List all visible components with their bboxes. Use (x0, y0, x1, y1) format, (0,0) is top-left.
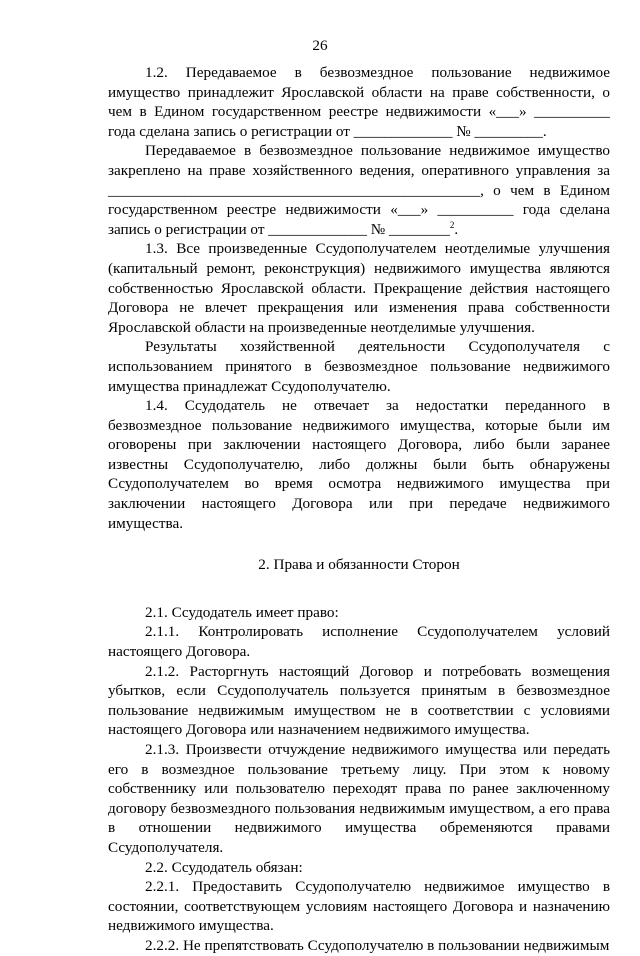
document-body (108, 63, 610, 956)
paragraph-2-2-1: 2.2.1. Предоставить Ссудополучателю недвижимое имущество в состоянии, соответствующем условиям настоящего Договора и назначению недвижимого имущества. (108, 878, 610, 935)
paragraph-2-1-1: 2.1.1. Контролировать исполнение Ссудополучателем условий настоящего Договора. (108, 623, 610, 661)
paragraph-2-1-3: 2.1.3. Произвести отчуждение недвижимого имущества или передать его в возмездное пользование третьему лицу. При этом к новому собственнику или пользователю переходят права по ранее заключенному договору безвозмездного пользования недвижимым имуществом, а его права в отношении недвижимого имущества обременяются правами Ссудополучателя. (108, 741, 610, 856)
footnote-tail: . (454, 220, 459, 238)
section-heading: 2. Права и обязанности Сторон (258, 556, 460, 574)
paragraph-1-4: 1.4. Ссудодатель не отвечает за недостатки переданного в безвозмездное пользование недвижимого имущества, которые были им оговорены при заключении настоящего Договора, либо были заранее известны Ссудополучателю, либо должны были быть обнаружены Ссудополучателем во время осмотра недвижимого имущества при заключении настоящего Договора или при передаче недвижимого имущества. (108, 397, 610, 532)
paragraph-2-2: 2.2. Ссудодатель обязан: (145, 858, 303, 876)
paragraph-2-2-2: 2.2.2. Не препятствовать Ссудополучателю в пользовании недвижимым (145, 936, 610, 954)
paragraph-1-3-results: Результаты хозяйственной деятельности Ссудополучателя с использованием принятого в безвозмездное пользование недвижимого имущества принадлежат Ссудополучателю. (108, 338, 610, 395)
paragraph-1-2-management (108, 141, 610, 239)
paragraph-text: Передаваемое в безвозмездное пользование недвижимое имущество закреплено на праве хозяйственного ведения, оперативного управления за _________________________________________________, о чем в Едином государственном реестре недвижимости «___» __________ года сделана запись о регистрации от _____________ № ________ (108, 142, 610, 238)
paragraph-2-1: 2.1. Ссудодатель имеет право: (145, 603, 339, 621)
footnote-reference: 2 (449, 219, 455, 230)
paragraph-1-3: 1.3. Все произведенные Ссудополучателем неотделимые улучшения (капитальный ремонт, реконструкция) недвижимого имущества являются собственностью Ярославской области. Прекращение действия настоящего Договора не влечет прекращения или изменения права собственности Ярославской области на произведенные неотделимые улучшения. (108, 240, 610, 336)
page-number: 26 (312, 37, 328, 54)
paragraph-1-2: 1.2. Передаваемое в безвозмездное пользование недвижимое имущество принадлежит Ярославской области на праве собственности, о чем в Едином государственном реестре недвижимости «___» __________ года сделана запись о регистрации от _____________ № _________. (108, 64, 610, 140)
paragraph-2-1-2: 2.1.2. Расторгнуть настоящий Договор и потребовать возмещения убытков, если Ссудополучатель пользуется принятым в безвозмездное пользование недвижимым имуществом не в соответствии с условиями настоящего Договора или назначением недвижимого имущества. (108, 662, 610, 739)
